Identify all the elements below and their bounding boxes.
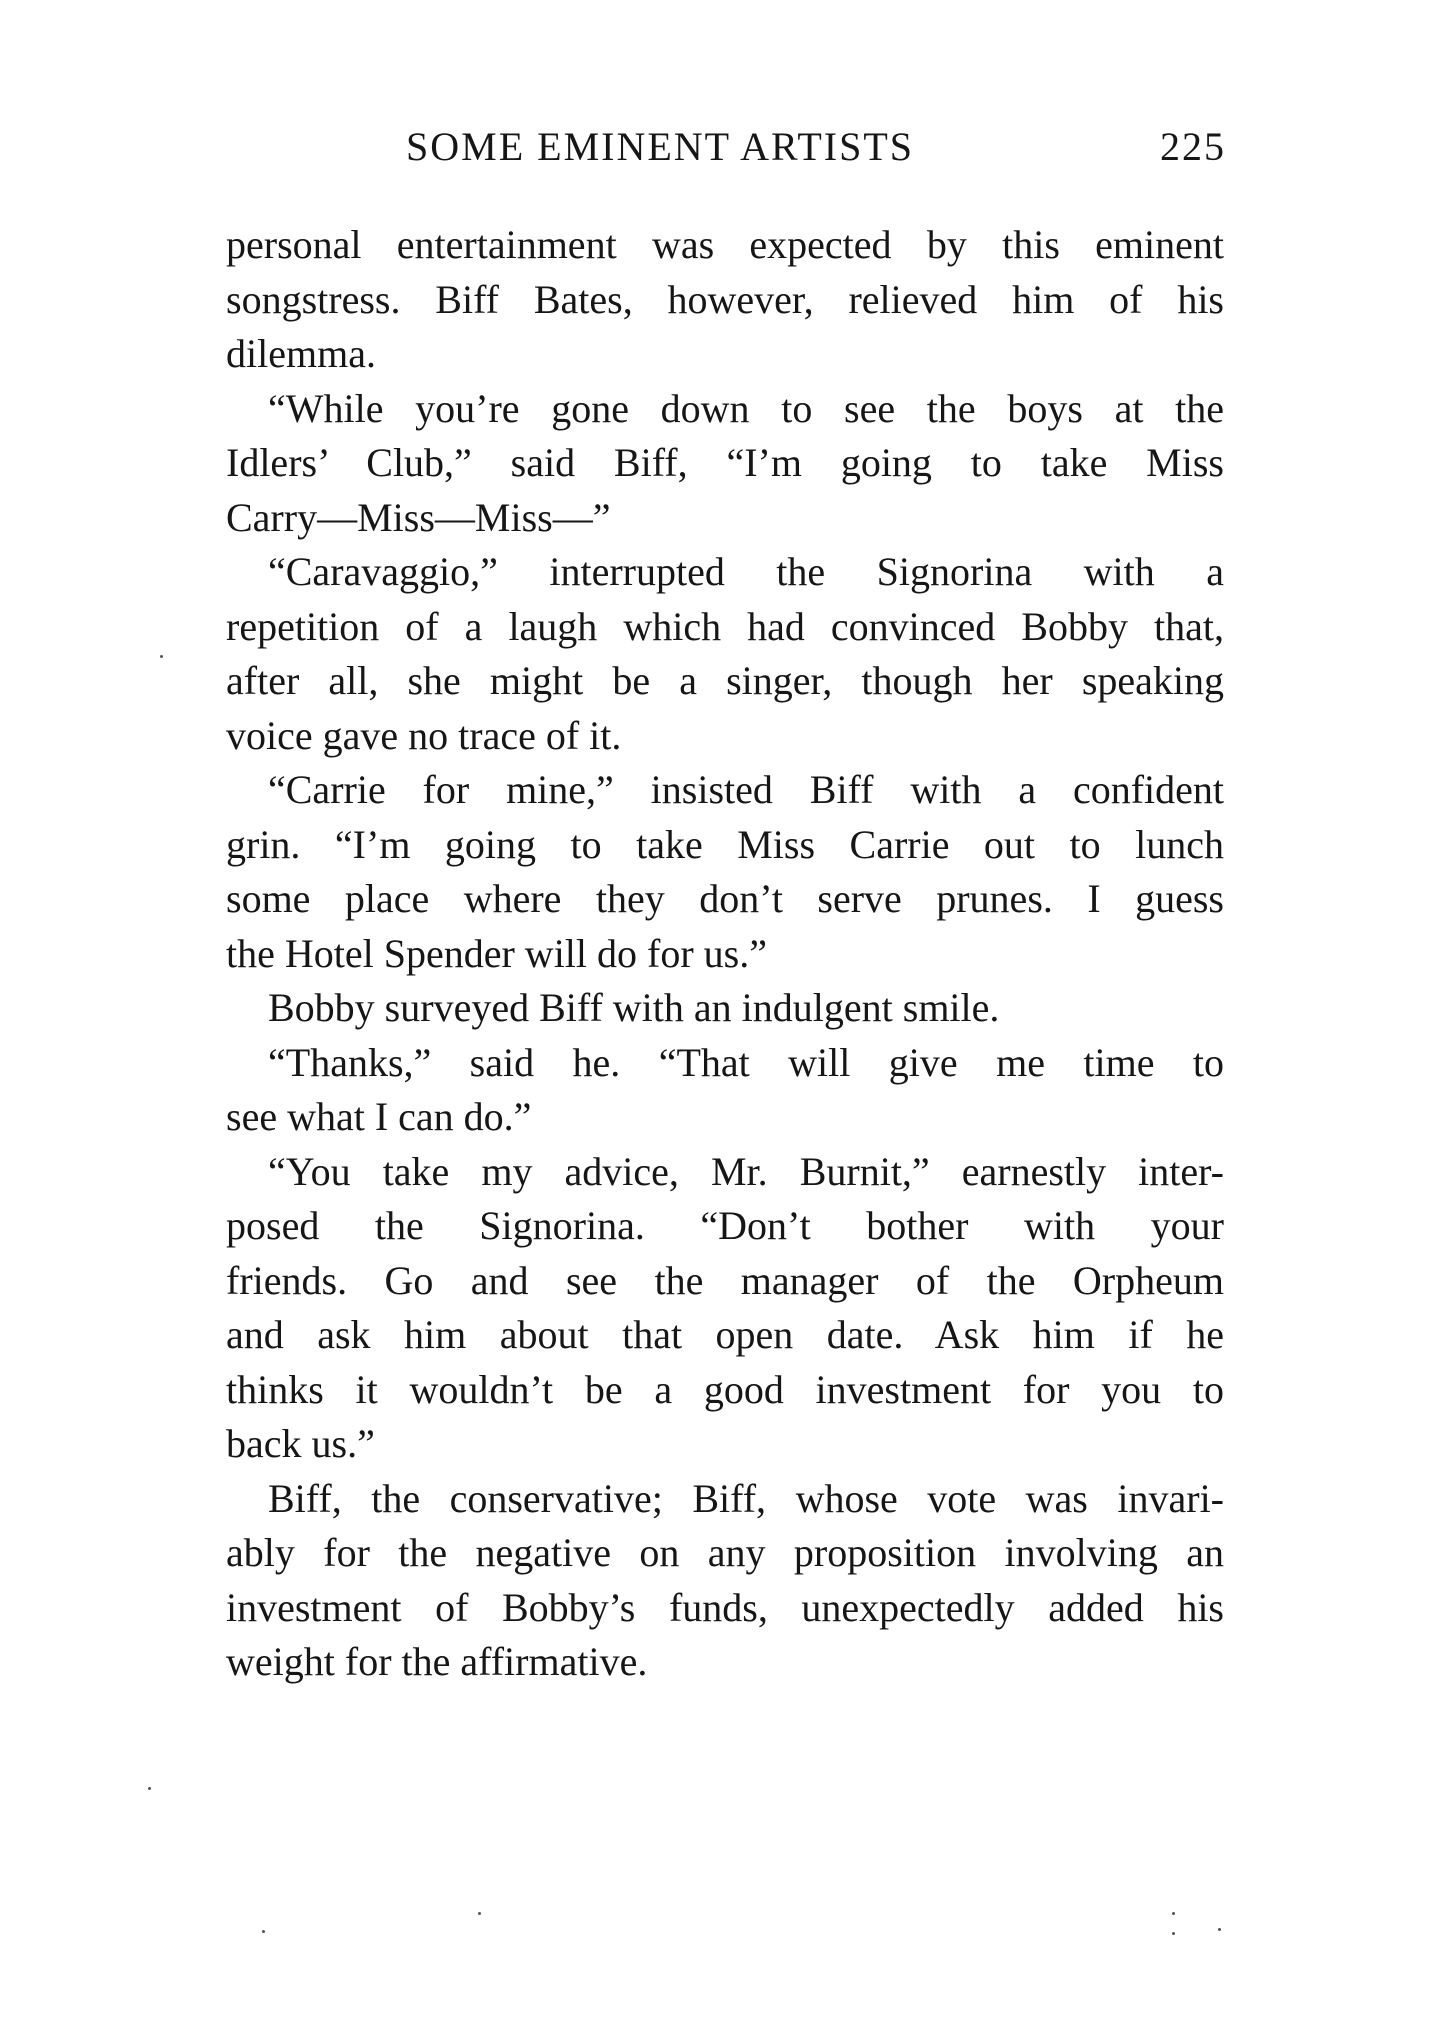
text-line: “Carrie for mine,” insisted Biff with a confident [268, 767, 1224, 812]
text-line: dilemma. [226, 331, 376, 376]
text-line: friends. Go and see the manager of the Orpheum [226, 1257, 1224, 1303]
page-number: 225 [1160, 124, 1226, 169]
text-line: Bobby surveyed Biff with an indulgent smile. [268, 985, 1000, 1030]
text-line: Biff, the conservative; Biff, whose vote was invari- [268, 1475, 1224, 1521]
text-line: after all, she might be a singer, though her speaking [226, 658, 1224, 703]
body-text [226, 218, 1224, 1690]
text-line: see what I can do.” [226, 1094, 532, 1139]
text-line: repetition of a laugh which had convinced Bobby that, [226, 603, 1224, 649]
text-line: voice gave no trace of it. [226, 712, 622, 758]
text-line: grin. “I’m going to take Miss Carrie out to lunch [226, 821, 1224, 867]
text-line: and ask him about that open date. Ask him if he [226, 1312, 1224, 1357]
text-line: investment of Bobby’s funds, unexpectedly added his [226, 1584, 1224, 1630]
text-line: posed the Signorina. “Don’t bother with your [226, 1203, 1224, 1248]
text-line: back us.” [226, 1421, 375, 1466]
text-line: “Thanks,” said he. “That will give me time to [268, 1039, 1224, 1085]
text-line: “Caravaggio,” interrupted the Signorina with a [268, 549, 1224, 594]
text-line: personal entertainment was expected by this eminent [226, 222, 1224, 267]
text-line: ably for the negative on any proposition involving an [226, 1530, 1224, 1575]
text-line: songstress. Biff Bates, however, relieved him of his [226, 276, 1224, 322]
text-line: some place where they don’t serve prunes. I guess [226, 876, 1224, 921]
text-line: weight for the affirmative. [226, 1639, 648, 1684]
running-head [406, 122, 1226, 172]
text-line: Idlers’ Club,” said Biff, “I’m going to take Miss [226, 440, 1224, 485]
text-line: “While you’re gone down to see the boys at the [268, 385, 1224, 431]
running-title: SOME EMINENT ARTISTS [406, 124, 915, 169]
text-line: the Hotel Spender will do for us.” [226, 930, 767, 976]
text-line: Carry—Miss—Miss—” [226, 494, 611, 540]
text-line: “You take my advice, Mr. Burnit,” earnestly inter- [268, 1148, 1224, 1194]
text-line: thinks it wouldn’t be a good investment for you to [226, 1366, 1224, 1412]
